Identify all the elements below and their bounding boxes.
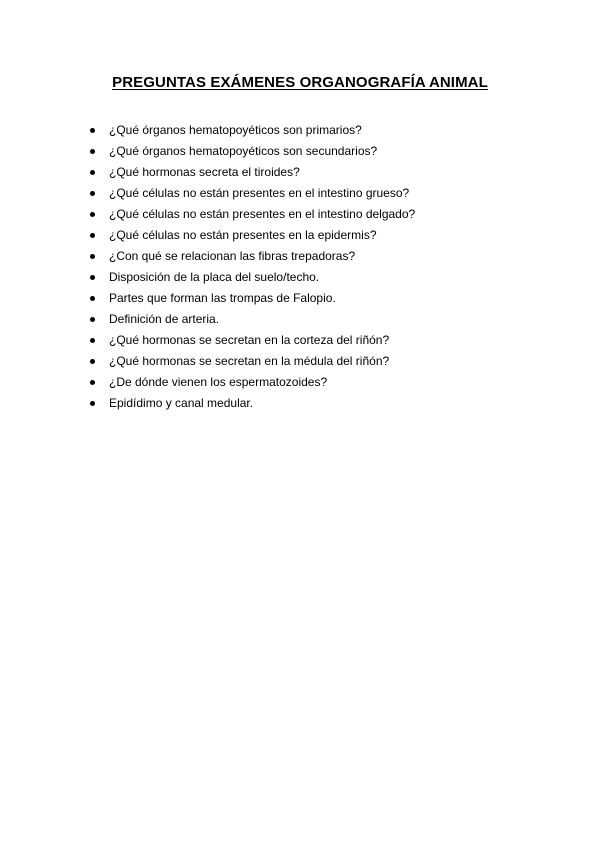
question-text: ¿De dónde vienen los espermatozoides?	[109, 375, 328, 389]
question-text: Definición de arteria.	[109, 312, 220, 326]
question-text: ¿Con qué se relacionan las fibras trepadoras?	[109, 249, 356, 263]
question-text: ¿Qué hormonas secreta el tiroides?	[109, 165, 300, 179]
list-item	[85, 309, 415, 330]
document-title: PREGUNTAS EXÁMENES ORGANOGRAFÍA ANIMAL	[112, 74, 488, 91]
list-item	[85, 330, 415, 351]
question-text: ¿Qué hormonas se secretan en la corteza del riñón?	[109, 333, 390, 347]
question-text: ¿Qué células no están presentes en el intestino delgado?	[109, 207, 416, 221]
question-text: ¿Qué órganos hematopoyéticos son primarios?	[109, 123, 362, 137]
question-text: Partes que forman las trompas de Falopio.	[109, 291, 336, 305]
list-item	[85, 351, 415, 372]
list-item	[85, 120, 415, 141]
bullet-icon	[90, 338, 95, 343]
bullet-icon	[90, 317, 95, 322]
list-item	[85, 246, 415, 267]
bullet-icon	[90, 149, 95, 154]
bullet-icon	[90, 401, 95, 406]
bullet-icon	[90, 254, 95, 259]
question-text: ¿Qué órganos hematopoyéticos son secundarios?	[109, 144, 378, 158]
bullet-icon	[90, 359, 95, 364]
bullet-icon	[90, 296, 95, 301]
question-text: ¿Qué células no están presentes en la epidermis?	[109, 228, 377, 242]
list-item	[85, 204, 415, 225]
list-item	[85, 225, 415, 246]
list-item	[85, 183, 415, 204]
list-item	[85, 141, 415, 162]
question-text: Epidídimo y canal medular.	[109, 396, 254, 410]
question-text: ¿Qué hormonas se secretan en la médula del riñón?	[109, 354, 390, 368]
list-item	[85, 162, 415, 183]
list-item	[85, 267, 415, 288]
list-item	[85, 393, 415, 414]
question-text: Disposición de la placa del suelo/techo.	[109, 270, 320, 284]
bullet-icon	[90, 233, 95, 238]
list-item	[85, 288, 415, 309]
bullet-icon	[90, 170, 95, 175]
list-item	[85, 372, 415, 393]
bullet-icon	[90, 191, 95, 196]
question-list	[85, 120, 415, 414]
bullet-icon	[90, 380, 95, 385]
question-text: ¿Qué células no están presentes en el intestino grueso?	[109, 186, 410, 200]
bullet-icon	[90, 212, 95, 217]
bullet-icon	[90, 275, 95, 280]
bullet-icon	[90, 128, 95, 133]
